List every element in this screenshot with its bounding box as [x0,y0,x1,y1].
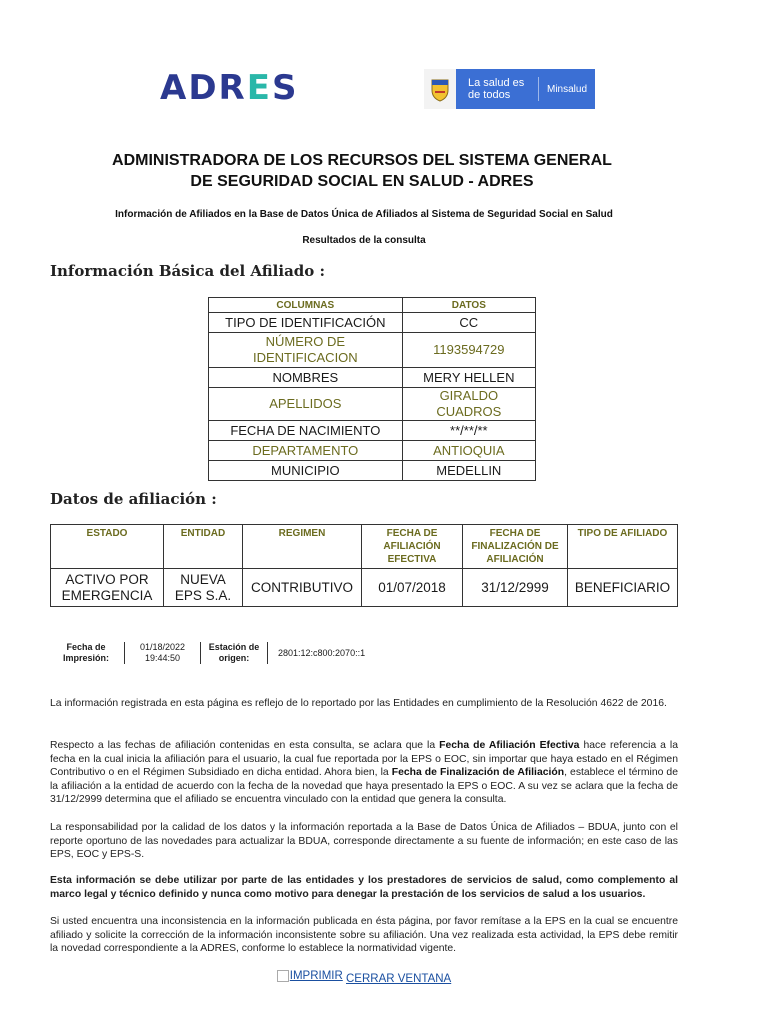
title-line-2: DE SEGURIDAD SOCIAL EN SALUD - ADRES [190,173,534,190]
column-header: FECHA DE FINALIZACIÓN DE AFILIACIÓN [463,525,568,569]
table-row [209,388,536,421]
column-header: TIPO DE AFILIADO [568,525,678,569]
print-info [50,642,365,664]
table-row [209,368,536,388]
partner-tagline: La salud es de todos [468,77,525,101]
table-row [209,333,536,368]
table-row [51,569,678,607]
cell-entidad: NUEVA EPS S.A. [164,569,243,607]
minsalud-logo [424,69,595,109]
footer-actions [0,970,728,985]
column-header: ESTADO [51,525,164,569]
column-header: DATOS [402,298,535,313]
table-row [209,441,536,461]
row-label: NÚMERO DE IDENTIFICACION [209,333,403,368]
text: Respecto a las fechas de afiliación contenidas en esta consulta, se aclara que la [50,740,440,751]
cell-fecha-finalizacion: 31/12/2999 [463,569,568,607]
paragraph-resolution: La información registrada en esta página es reflejo de lo reportado por las Entidades en cumplimiento de la Resolución 4622 de 2016. [50,698,667,709]
station-label: Estación de origen: [208,642,260,663]
paragraph-inconsistency: Si usted encuentra una inconsistencia en la información publicada en ésta página, por favor remítase a la EPS en la cual se encuentre afiliado y solicite la corrección de la información inconsistente sobre su afiliación. Una vez realizada esta actividad, la EPS debe remitir la novedad correspondiente a la ADRES, conforme lo establece la normatividad vigente. [50,916,678,954]
table-header-row [209,298,536,313]
table-row [209,313,536,333]
adres-logo: ADRES [160,68,299,108]
print-link[interactable] [277,970,343,982]
row-label: MUNICIPIO [209,461,403,481]
page-title [0,150,724,192]
print-date-value [124,642,201,664]
column-header: COLUMNAS [209,298,403,313]
affiliation-heading: Datos de afiliación : [50,490,217,508]
cell-fecha-afiliacion: 01/07/2018 [362,569,463,607]
cell-estado: ACTIVO POR EMERGENCIA [51,569,164,607]
bold-text: Fecha de Finalización de Afiliación [391,767,565,778]
column-header: ENTIDAD [164,525,243,569]
table-header-row [51,525,678,569]
print-time: 19:44:50 [144,653,181,663]
paragraph-responsibility: La responsabilidad por la calidad de los datos y la información reportada a la Base de Datos Única de Afiliados – BDUA, junto con el reporte oportuno de las novedades para actualizar la BDUA, corresponde directamente a su fuente de información; en este caso de las EPS, EOC y EPS-S. [50,822,678,860]
print-label: IMPRIMIR [289,970,343,982]
row-label: APELLIDOS [209,388,403,421]
paragraph-usage: Esta información se debe utilizar por parte de las entidades y los prestadores de servicios de salud, como complemento al marco legal y técnico definido y nunca como motivo para denegar la prestación de los servicios de salud a los usuarios. [50,875,678,900]
row-label: DEPARTAMENTO [209,441,403,461]
coat-of-arms-icon [424,69,456,109]
partner-brand: Minsalud [538,77,587,101]
cell-tipo-afiliado: BENEFICIARIO [568,569,678,607]
column-header: FECHA DE AFILIACIÓN EFECTIVA [362,525,463,569]
broken-image-icon [277,970,289,982]
print-date: 01/18/2022 [139,642,186,652]
row-value: MERY HELLEN [402,368,535,388]
results-label: Resultados de la consulta [302,235,426,246]
table-row [209,421,536,441]
row-label: FECHA DE NACIMIENTO [209,421,403,441]
text: hace referencia a la fecha en la cual inicia la afiliación para el usuario, la cual fue reportada por la EPS o EOC, sin importar que haya estado en el Régimen Contributivo o en el Régimen Subsidiado en dicha entidad. Ahora bien, la [50,740,678,778]
page-subtitle: Información de Afiliados en la Base de Datos Única de Afiliados al Sistema de Seguridad Social en Salud [115,209,613,220]
text: , establece el término de la afiliación a la entidad de acuerdo con la fecha de la novedad que haya presentado la EPS o EOC. A su vez se aclara que la fecha de 31/12/2999 determina que el afiliado se encuentra vinculado con la entidad que genera la consulta. [50,767,678,805]
row-label: NOMBRES [209,368,403,388]
print-date-label: Fecha de Impresión: [62,642,109,663]
row-value: **/**/** [402,421,535,441]
column-header: REGIMEN [243,525,362,569]
close-window-link[interactable]: CERRAR VENTANA [346,973,452,985]
basic-info-heading: Información Básica del Afiliado : [50,262,326,280]
basic-info-table [208,297,536,481]
row-value: MEDELLIN [402,461,535,481]
row-value: 1193594729 [402,333,535,368]
station-value: 2801:12:c800:2070::1 [267,642,365,664]
title-line-1: ADMINISTRADORA DE LOS RECURSOS DEL SISTEMA GENERAL [112,152,612,169]
cell-regimen: CONTRIBUTIVO [243,569,362,607]
table-row [209,461,536,481]
bold-text: Fecha de Afiliación Efectiva [439,740,580,751]
row-value: CC [402,313,535,333]
paragraph-dates [50,739,678,807]
row-label: TIPO DE IDENTIFICACIÓN [209,313,403,333]
affiliation-table [50,524,678,607]
row-value: ANTIOQUIA [402,441,535,461]
row-value: GIRALDO CUADROS [402,388,535,421]
